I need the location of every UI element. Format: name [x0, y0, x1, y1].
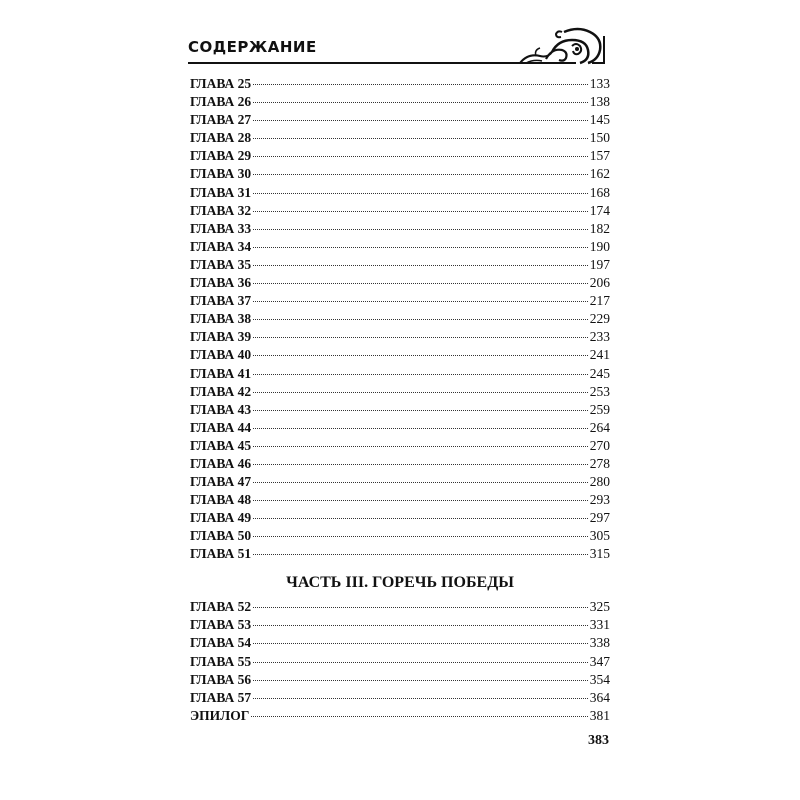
toc-entry	[190, 455, 610, 473]
toc-entry-label: ГЛАВА 47	[190, 474, 252, 490]
toc-entry	[190, 365, 610, 383]
toc-entry	[190, 75, 610, 93]
toc-entry	[190, 598, 610, 616]
toc-entry-page: 245	[589, 365, 610, 381]
toc-leader-dots	[253, 680, 588, 681]
toc-entry-page: 157	[589, 148, 610, 164]
toc-entry	[190, 220, 610, 238]
toc-entry-page: 253	[589, 383, 610, 399]
toc-entry-page: 190	[589, 238, 610, 254]
toc-entry-page: 381	[589, 708, 610, 724]
toc-leader-dots	[253, 247, 588, 248]
toc-leader-dots	[253, 428, 588, 429]
toc-entry-label: ГЛАВА 49	[190, 510, 252, 526]
toc-leader-dots	[253, 446, 588, 447]
toc-entry	[190, 328, 610, 346]
toc-entry-label: ГЛАВА 51	[190, 546, 252, 562]
toc-leader-dots	[253, 374, 588, 375]
toc-entry	[190, 93, 610, 111]
toc-leader-dots	[253, 84, 588, 85]
toc-leader-dots	[253, 464, 588, 465]
toc-entry-label: ГЛАВА 57	[190, 689, 252, 705]
toc-leader-dots	[253, 625, 588, 626]
toc-entry-label: ГЛАВА 36	[190, 275, 252, 291]
toc-entry-page: 217	[589, 293, 610, 309]
toc-leader-dots	[253, 156, 588, 157]
toc-leader-dots	[253, 211, 588, 212]
toc-entry-page: 206	[589, 275, 610, 291]
toc-leader-dots	[253, 607, 588, 608]
toc-leader-dots	[253, 698, 588, 699]
toc-entry-page: 229	[589, 311, 610, 327]
scroll-ornament-icon	[506, 26, 606, 66]
toc-entry-label: ГЛАВА 56	[190, 671, 252, 687]
toc-entry-label: ГЛАВА 26	[190, 94, 252, 110]
toc-entry	[190, 383, 610, 401]
toc-entry-label: ГЛАВА 41	[190, 365, 252, 381]
toc-entry-page: 278	[589, 455, 610, 471]
toc-entry-label: ГЛАВА 29	[190, 148, 252, 164]
toc-entry-label: ГЛАВА 37	[190, 293, 252, 309]
toc-entry	[190, 238, 610, 256]
toc-entry-page: 138	[589, 94, 610, 110]
toc-entry	[190, 634, 610, 652]
toc-entry-page: 168	[589, 184, 610, 200]
toc-entry-page: 162	[589, 166, 610, 182]
toc-entry	[190, 707, 610, 725]
toc-entry-page: 182	[589, 220, 610, 236]
toc-leader-dots	[253, 319, 588, 320]
toc-entry-label: ГЛАВА 55	[190, 653, 252, 669]
toc-entry	[190, 671, 610, 689]
toc-leader-dots	[253, 662, 588, 663]
toc-list-part-2	[190, 75, 610, 564]
toc-leader-dots	[253, 283, 588, 284]
toc-entry-page: 331	[589, 617, 610, 633]
toc-entry	[190, 437, 610, 455]
toc-entry-label: ГЛАВА 54	[190, 635, 252, 651]
toc-entry	[190, 292, 610, 310]
toc-entry-page: 259	[589, 401, 610, 417]
toc-leader-dots	[253, 337, 588, 338]
header-title: СОДЕРЖАНИЕ	[188, 38, 317, 56]
toc-entry	[190, 202, 610, 220]
toc-entry-label: ГЛАВА 45	[190, 437, 252, 453]
toc-leader-dots	[253, 120, 588, 121]
toc-entry-label: ГЛАВА 53	[190, 617, 252, 633]
toc-leader-dots	[253, 229, 588, 230]
toc-entry-label: ГЛАВА 34	[190, 238, 252, 254]
toc-entry-page: 297	[589, 510, 610, 526]
toc-entry	[190, 111, 610, 129]
toc-entry	[190, 256, 610, 274]
toc-entry-page: 145	[589, 112, 610, 128]
toc-entry-label: ГЛАВА 25	[190, 76, 252, 91]
toc-entry-label: ГЛАВА 52	[190, 599, 252, 614]
toc-entry-label: ГЛАВА 39	[190, 329, 252, 345]
toc-leader-dots	[253, 410, 588, 411]
toc-entry-page: 233	[589, 329, 610, 345]
toc-entry-label: ГЛАВА 48	[190, 492, 252, 508]
toc-leader-dots	[253, 518, 588, 519]
part-heading: ЧАСТЬ III. ГОРЕЧЬ ПОБЕДЫ	[286, 574, 514, 591]
toc-entry	[190, 689, 610, 707]
toc-entry-page: 197	[589, 256, 610, 272]
toc-leader-dots	[253, 138, 588, 139]
toc-leader-dots	[253, 265, 588, 266]
toc-entry-page: 270	[589, 437, 610, 453]
toc-leader-dots	[253, 102, 588, 103]
toc-leader-dots	[253, 536, 588, 537]
toc-entry-label: ЭПИЛОГ	[190, 708, 250, 724]
toc-entry-label: ГЛАВА 38	[190, 311, 252, 327]
toc-entry	[190, 147, 610, 165]
toc-entry-label: ГЛАВА 46	[190, 455, 252, 471]
toc-leader-dots	[251, 716, 587, 717]
toc-entry-label: ГЛАВА 50	[190, 528, 252, 544]
toc-entry	[190, 401, 610, 419]
toc-entry	[190, 310, 610, 328]
toc-entry-page: 174	[589, 202, 610, 218]
toc-entry-page: 338	[589, 635, 610, 651]
toc-entry	[190, 616, 610, 634]
toc-leader-dots	[253, 174, 588, 175]
toc-entry-label: ГЛАВА 27	[190, 112, 252, 128]
toc-entry-label: ГЛАВА 35	[190, 256, 252, 272]
toc-entry	[190, 184, 610, 202]
toc-entry	[190, 274, 610, 292]
toc-entry	[190, 653, 610, 671]
toc-entry-page: 364	[589, 689, 610, 705]
toc-entry-page: 305	[589, 528, 610, 544]
toc-leader-dots	[253, 643, 588, 644]
page-number: 383	[588, 733, 609, 748]
toc-entry	[190, 129, 610, 147]
toc-leader-dots	[253, 500, 588, 501]
toc-entry-page: 315	[589, 546, 610, 562]
toc-entry-label: ГЛАВА 43	[190, 401, 252, 417]
toc-leader-dots	[253, 193, 588, 194]
toc-entry-label: ГЛАВА 42	[190, 383, 252, 399]
toc-entry-label: ГЛАВА 30	[190, 166, 252, 182]
toc-entry	[190, 491, 610, 509]
toc-entry-page: 354	[589, 671, 610, 687]
toc-entry-page: 133	[589, 76, 610, 91]
toc-entry-label: ГЛАВА 33	[190, 220, 252, 236]
toc-entry-label: ГЛАВА 31	[190, 184, 252, 200]
toc-entry-page: 347	[589, 653, 610, 669]
toc-entry	[190, 527, 610, 545]
toc-entry-label: ГЛАВА 44	[190, 419, 252, 435]
toc-entry	[190, 419, 610, 437]
toc-leader-dots	[253, 392, 588, 393]
page-header	[188, 26, 608, 66]
toc-entry-page: 150	[589, 130, 610, 146]
toc-entry-label: ГЛАВА 40	[190, 347, 252, 363]
toc-list-part-3	[190, 598, 610, 725]
toc-entry-label: ГЛАВА 28	[190, 130, 252, 146]
header-rule	[188, 62, 521, 64]
toc-entry-page: 264	[589, 419, 610, 435]
toc-leader-dots	[253, 482, 588, 483]
toc-leader-dots	[253, 554, 588, 555]
toc-entry-label: ГЛАВА 32	[190, 202, 252, 218]
toc-entry	[190, 545, 610, 563]
toc-leader-dots	[253, 301, 588, 302]
toc-entry-page: 293	[589, 492, 610, 508]
toc-entry	[190, 346, 610, 364]
toc-entry	[190, 165, 610, 183]
toc-entry-page: 241	[589, 347, 610, 363]
toc-leader-dots	[253, 355, 588, 356]
toc-entry-page: 325	[589, 599, 610, 614]
toc-entry	[190, 509, 610, 527]
toc-entry-page: 280	[589, 474, 610, 490]
toc-entry	[190, 473, 610, 491]
